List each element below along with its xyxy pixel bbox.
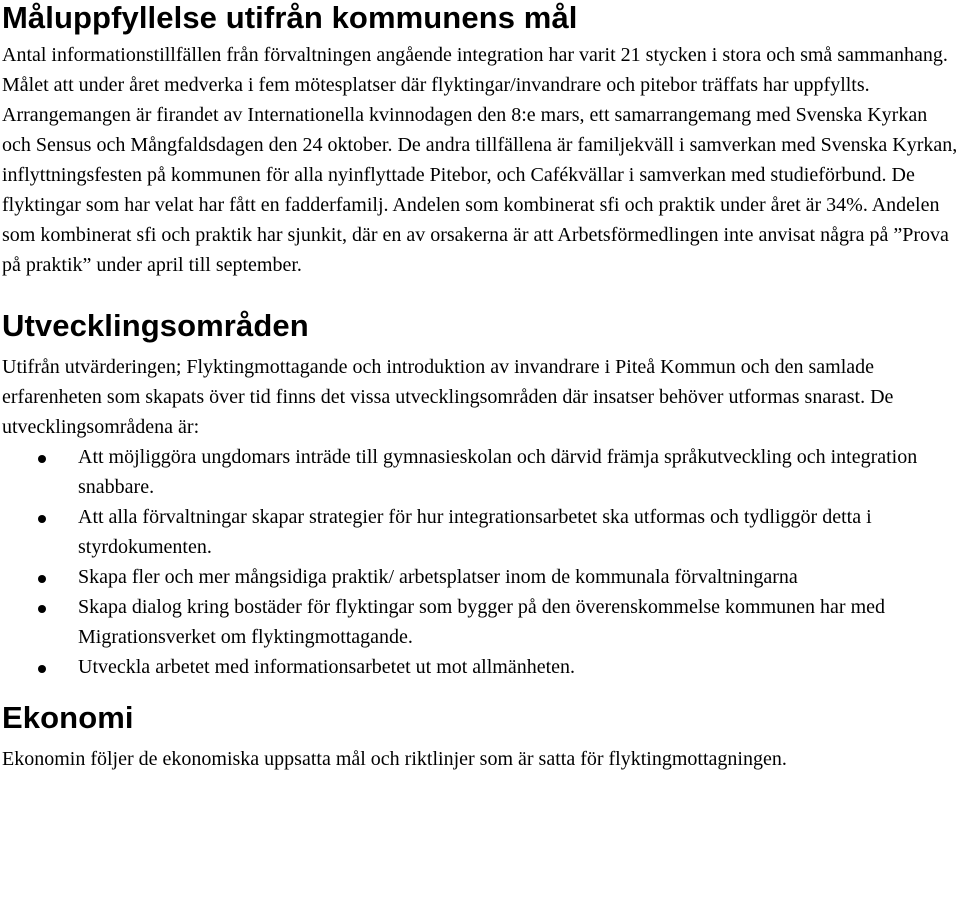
bullet-icon xyxy=(38,515,46,523)
list-item-text: Skapa fler och mer mångsidiga praktik/ arbetsplatser inom de kommunala förvaltningarna xyxy=(78,566,798,588)
section-paragraph-ekonomi: Ekonomin följer de ekonomiska uppsatta mål och riktlinjer som är satta för flyktingmottagningen. xyxy=(2,748,787,770)
list-item-text: Att möjliggöra ungdomars inträde till gymnasieskolan och därvid främja språkutveckling och integration snabbare. xyxy=(78,446,918,498)
list-item-text: Skapa dialog kring bostäder för flyktingar som bygger på den överenskommelse kommunen har med Migrationsverket om flyktingmottagande. xyxy=(78,596,886,648)
list-item xyxy=(2,562,960,592)
list-item xyxy=(2,652,960,682)
list-item xyxy=(2,502,960,562)
section-title-ekonomi: Ekonomi xyxy=(2,700,134,735)
section-paragraph-maluppfyllelse: Antal informationstillfällen från förvaltningen angående integration har varit 21 stycken i stora och små sammanhang. Målet att under året medverka i fem mötesplatser där flyktingar/invandrare och pitebor träffats har uppfyllts. Arrangemangen är firandet av Internationella kvinnodagen den 8:e mars, ett samarrangemang med Svenska Kyrkan och Sensus och Mångfaldsdagen den 24 oktober. De andra tillfällena är familjekväll i samverkan med Svenska Kyrkan, inflyttningsfesten på kommunen för alla nyinflyttade Pitebor, och Cafékvällar i samverkan med studieförbund. De flyktingar som har velat har fått en fadderfamilj. Andelen som kombinerat sfi och praktik under året är 34%. Andelen som kombinerat sfi och praktik har sjunkit, där en av orsakerna är att Arbetsförmedlingen inte anvisat några på ”Prova på praktik” under april till september. xyxy=(2,44,958,276)
list-item-text: Utveckla arbetet med informationsarbetet ut mot allmänheten. xyxy=(78,656,576,678)
list-item-text: Att alla förvaltningar skapar strategier för hur integrationsarbetet ska utformas och tydliggör detta i styrdokumenten. xyxy=(78,506,872,558)
section-title-utvecklingsomraden: Utvecklingsområden xyxy=(2,308,309,343)
bullet-icon xyxy=(38,605,46,613)
list-item xyxy=(2,592,960,652)
list-item xyxy=(2,442,960,502)
section-title-maluppfyllelse: Måluppfyllelse utifrån kommunens mål xyxy=(2,0,578,35)
development-areas-list xyxy=(2,442,960,682)
bullet-icon xyxy=(38,575,46,583)
bullet-icon xyxy=(38,665,46,673)
section-paragraph-utvecklingsomraden: Utifrån utvärderingen; Flyktingmottagande och introduktion av invandrare i Piteå Kommun och den samlade erfarenheten som skapats över tid finns det vissa utvecklingsområden där insatser behöver utformas snarast. De utvecklingsområdena är: xyxy=(2,356,894,438)
bullet-icon xyxy=(38,455,46,463)
